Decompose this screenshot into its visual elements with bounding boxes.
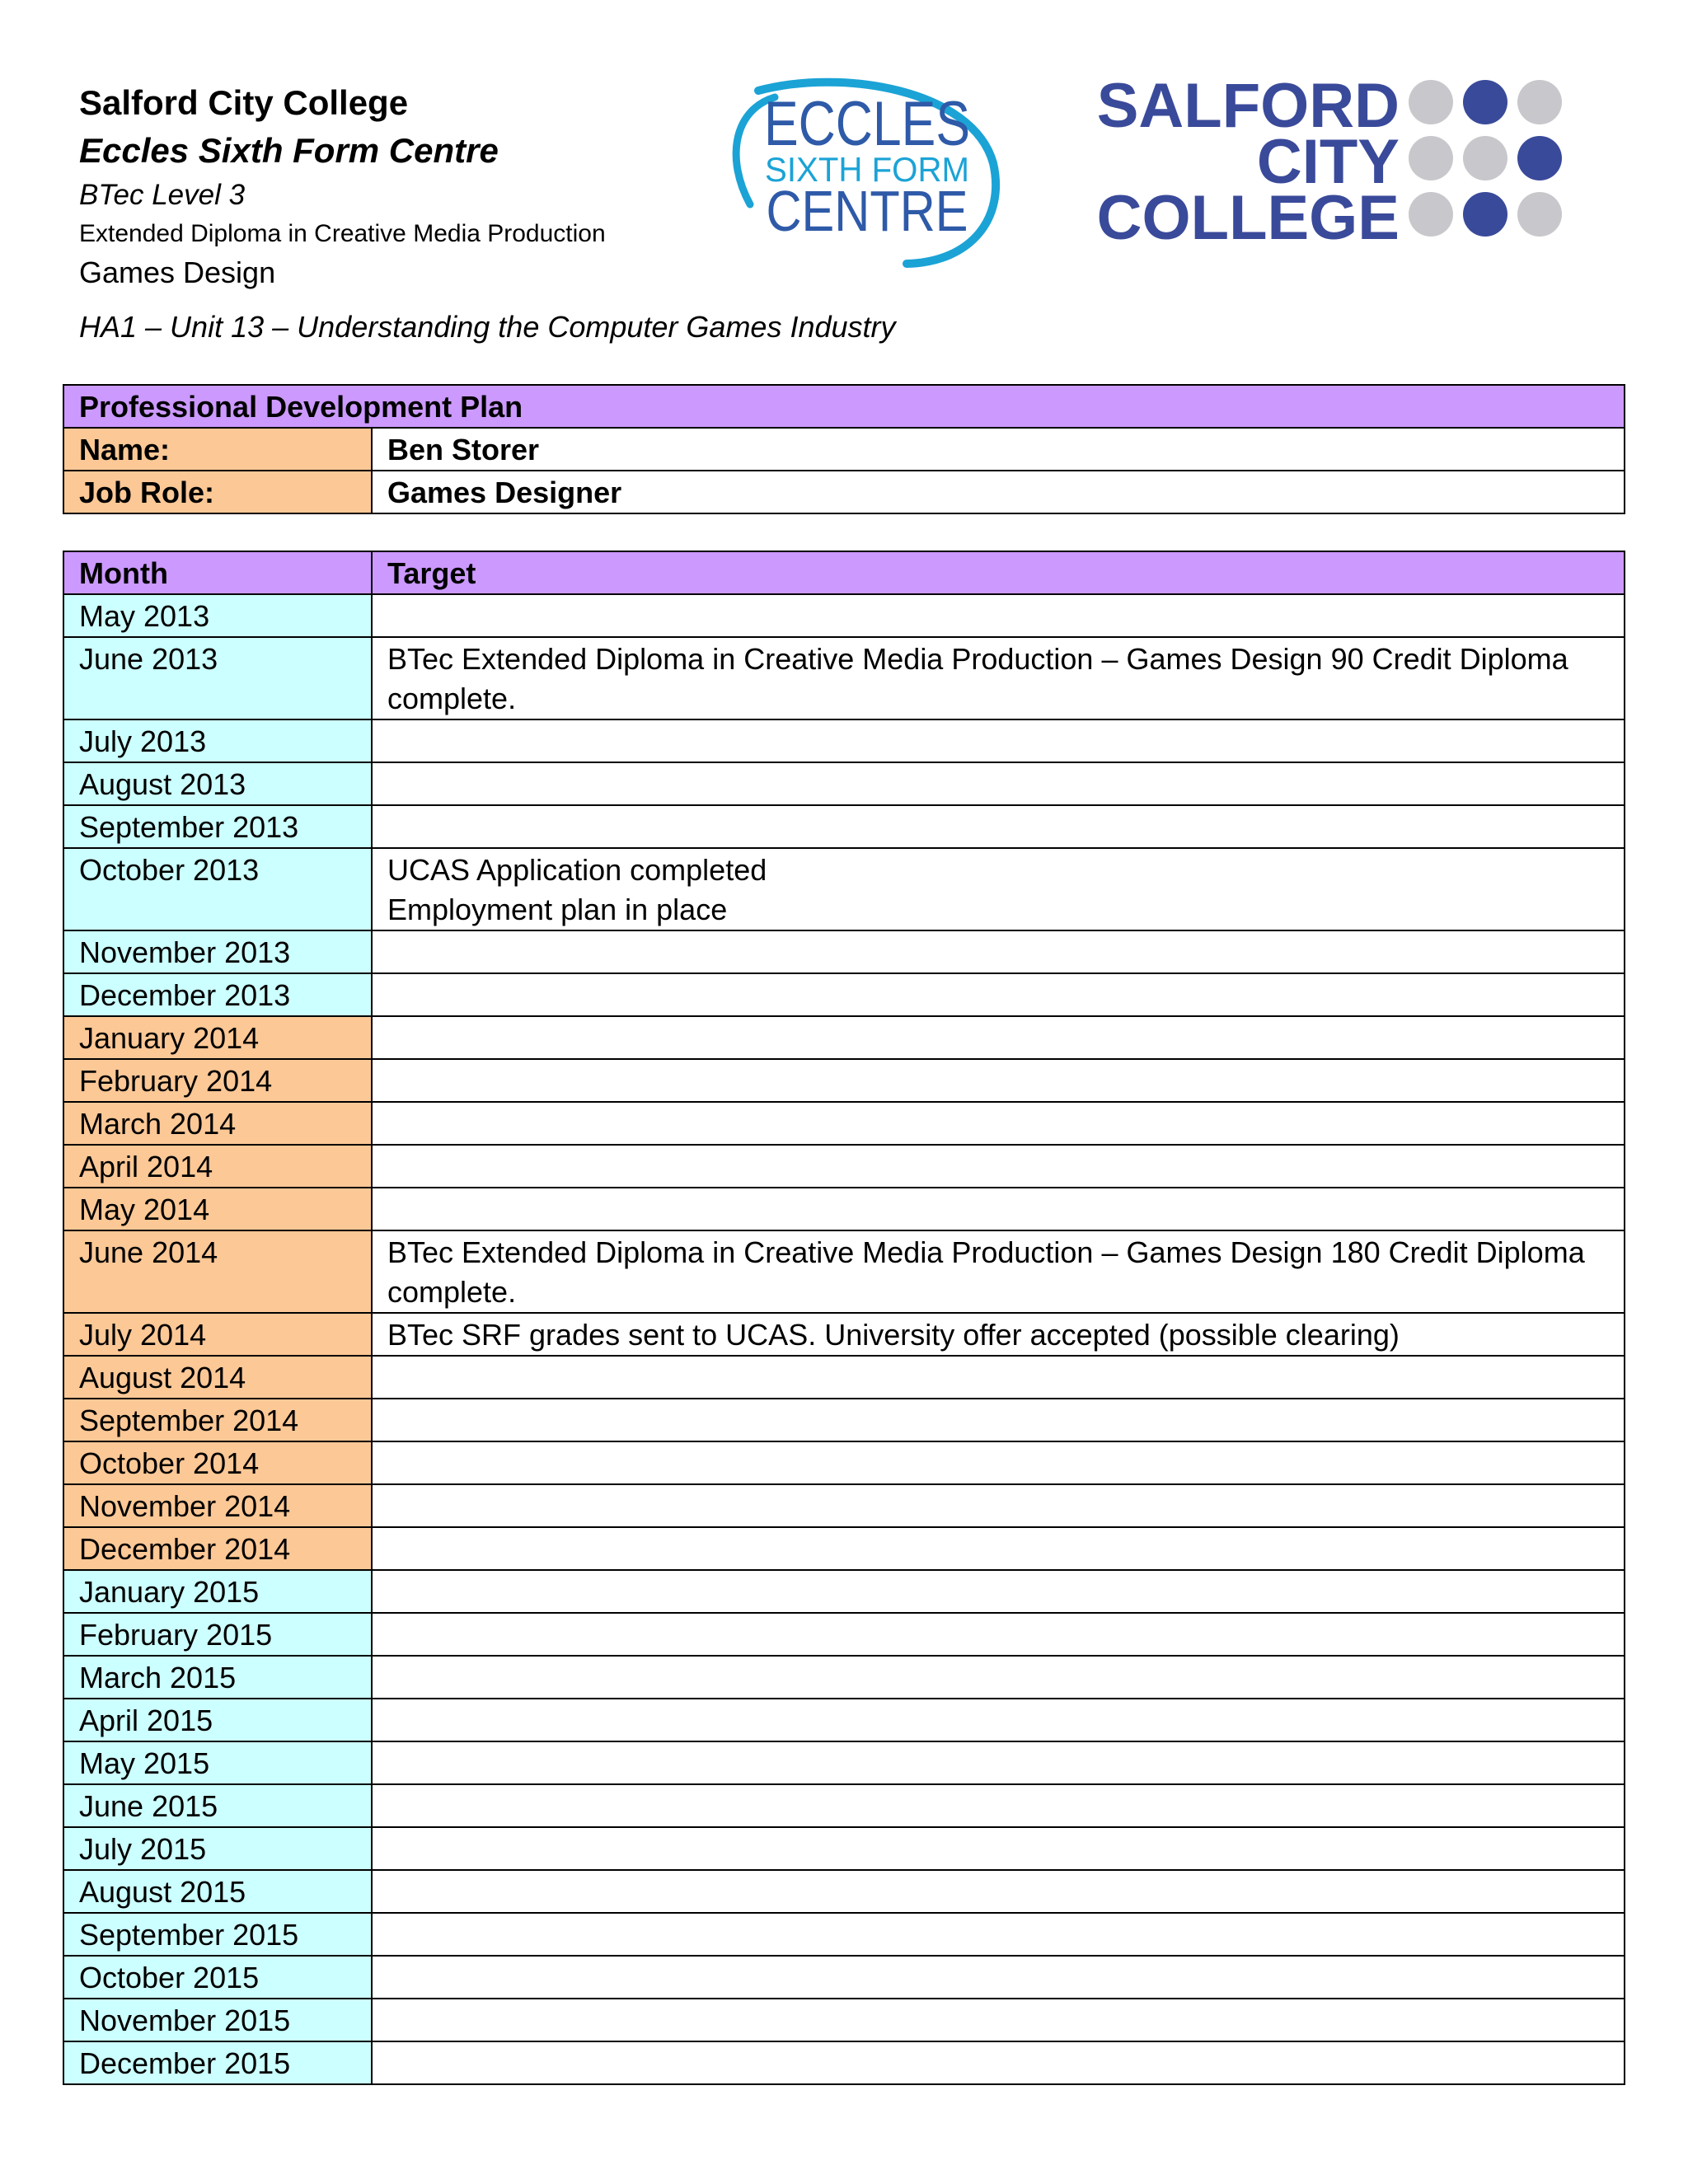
target-cell xyxy=(372,1699,1625,1741)
target-cell xyxy=(372,1399,1625,1441)
target-cell xyxy=(372,637,1625,719)
eccles-logo-line3: CENTRE xyxy=(766,179,968,243)
month-cell: December 2013 xyxy=(63,973,372,1016)
target-cell xyxy=(372,1956,1625,1999)
target-cell xyxy=(372,1230,1625,1313)
target-row xyxy=(63,848,1625,930)
month-cell: February 2015 xyxy=(63,1613,372,1656)
target-row xyxy=(63,1102,1625,1145)
target-row xyxy=(63,805,1625,848)
target-cell xyxy=(372,805,1625,848)
development-plan-info-table xyxy=(63,384,1625,514)
target-row xyxy=(63,719,1625,762)
month-cell: January 2014 xyxy=(63,1016,372,1059)
target-row xyxy=(63,762,1625,805)
target-cell xyxy=(372,1527,1625,1570)
job-role-label: Job Role: xyxy=(63,471,372,513)
target-cell xyxy=(372,973,1625,1016)
target-row xyxy=(63,1870,1625,1913)
month-cell: March 2015 xyxy=(63,1656,372,1699)
target-row xyxy=(63,1741,1625,1784)
target-cell xyxy=(372,1145,1625,1188)
centre-name: Eccles Sixth Form Centre xyxy=(79,131,499,170)
month-cell: August 2013 xyxy=(63,762,372,805)
target-row xyxy=(63,1999,1625,2041)
target-row xyxy=(63,1613,1625,1656)
month-cell: November 2013 xyxy=(63,930,372,973)
target-cell xyxy=(372,1484,1625,1527)
month-cell: October 2015 xyxy=(63,1956,372,1999)
month-cell: January 2015 xyxy=(63,1570,372,1613)
target-cell xyxy=(372,719,1625,762)
salford-logo-line2: CITY xyxy=(1256,127,1400,197)
target-row xyxy=(63,1699,1625,1741)
target-cell xyxy=(372,1656,1625,1699)
month-cell: May 2014 xyxy=(63,1188,372,1230)
target-row xyxy=(63,1188,1625,1230)
target-column-header: Target xyxy=(372,551,1625,594)
name-label: Name: xyxy=(63,428,372,471)
salford-logo-line3: COLLEGE xyxy=(1096,183,1400,253)
target-row xyxy=(63,1784,1625,1827)
target-row xyxy=(63,1570,1625,1613)
plan-title-row xyxy=(63,385,1625,428)
target-text: BTec Extended Diploma in Creative Media Production – Games Design 90 Credit Diploma complete. xyxy=(387,642,1568,715)
eccles-logo-line1: ECCLES xyxy=(764,89,970,159)
college-name: Salford City College xyxy=(79,83,409,122)
unit-title: HA1 – Unit 13 – Understanding the Computer Games Industry xyxy=(79,310,896,344)
month-cell: June 2013 xyxy=(63,637,372,719)
target-row xyxy=(63,1656,1625,1699)
month-cell: May 2015 xyxy=(63,1741,372,1784)
targets-header-row xyxy=(63,551,1625,594)
target-row xyxy=(63,1441,1625,1484)
targets-body xyxy=(63,594,1625,2084)
target-cell xyxy=(372,1784,1625,1827)
target-row xyxy=(63,594,1625,637)
target-row xyxy=(63,1527,1625,1570)
month-cell: October 2014 xyxy=(63,1441,372,1484)
month-cell: August 2014 xyxy=(63,1356,372,1399)
target-cell xyxy=(372,1827,1625,1870)
target-cell xyxy=(372,1313,1625,1356)
target-text: BTec SRF grades sent to UCAS. University offer accepted (possible clearing) xyxy=(387,1318,1400,1352)
target-cell xyxy=(372,848,1625,930)
month-cell: March 2014 xyxy=(63,1102,372,1145)
monthly-targets-table xyxy=(63,551,1625,2085)
month-cell: February 2014 xyxy=(63,1059,372,1102)
target-row xyxy=(63,1016,1625,1059)
target-row xyxy=(63,1399,1625,1441)
target-cell xyxy=(372,1870,1625,1913)
target-cell xyxy=(372,1570,1625,1613)
salford-city-college-logo xyxy=(1096,69,1566,253)
month-cell: November 2015 xyxy=(63,1999,372,2041)
qualification-level: BTec Level 3 xyxy=(79,179,246,211)
course-name: Games Design xyxy=(79,255,276,289)
target-cell xyxy=(372,1356,1625,1399)
target-text: UCAS Application completed xyxy=(387,853,767,887)
eccles-logo-line2: SIXTH FORM xyxy=(765,150,969,189)
month-cell: June 2014 xyxy=(63,1230,372,1313)
target-row xyxy=(63,1230,1625,1313)
month-cell: September 2013 xyxy=(63,805,372,848)
target-row xyxy=(63,1059,1625,1102)
month-cell: December 2015 xyxy=(63,2041,372,2084)
target-cell xyxy=(372,1741,1625,1784)
target-cell xyxy=(372,2041,1625,2084)
target-row xyxy=(63,1145,1625,1188)
target-cell xyxy=(372,1016,1625,1059)
target-cell xyxy=(372,1441,1625,1484)
month-cell: August 2015 xyxy=(63,1870,372,1913)
month-cell: October 2013 xyxy=(63,848,372,930)
target-row xyxy=(63,1356,1625,1399)
month-cell: June 2015 xyxy=(63,1784,372,1827)
target-row xyxy=(63,930,1625,973)
target-row xyxy=(63,973,1625,1016)
target-cell xyxy=(372,1188,1625,1230)
target-row xyxy=(63,1313,1625,1356)
target-cell xyxy=(372,594,1625,637)
plan-title: Professional Development Plan xyxy=(63,385,1625,428)
target-cell xyxy=(372,762,1625,805)
month-cell: April 2014 xyxy=(63,1145,372,1188)
target-cell xyxy=(372,1913,1625,1956)
month-cell: September 2015 xyxy=(63,1913,372,1956)
month-cell: July 2015 xyxy=(63,1827,372,1870)
month-cell: May 2013 xyxy=(63,594,372,637)
target-cell xyxy=(372,1059,1625,1102)
month-column-header: Month xyxy=(63,551,372,594)
target-row xyxy=(63,1827,1625,1870)
target-cell xyxy=(372,1613,1625,1656)
month-cell: September 2014 xyxy=(63,1399,372,1441)
qualification-name: Extended Diploma in Creative Media Production xyxy=(79,220,606,247)
target-row xyxy=(63,1956,1625,1999)
month-cell: April 2015 xyxy=(63,1699,372,1741)
target-row xyxy=(63,1484,1625,1527)
target-row xyxy=(63,1913,1625,1956)
job-role-row xyxy=(63,471,1625,513)
month-cell: December 2014 xyxy=(63,1527,372,1570)
name-value: Ben Storer xyxy=(372,428,1625,471)
month-cell: November 2014 xyxy=(63,1484,372,1527)
target-cell xyxy=(372,930,1625,973)
month-cell: July 2014 xyxy=(63,1313,372,1356)
eccles-sixth-form-logo xyxy=(725,73,1010,274)
target-row xyxy=(63,2041,1625,2084)
name-row xyxy=(63,428,1625,471)
job-role-value: Games Designer xyxy=(372,471,1625,513)
salford-logo-line1: SALFORD xyxy=(1096,71,1400,141)
salford-dots-icon xyxy=(1409,80,1562,237)
target-row xyxy=(63,637,1625,719)
target-text: BTec Extended Diploma in Creative Media Production – Games Design 180 Credit Diploma complete. xyxy=(387,1235,1585,1309)
target-cell xyxy=(372,1102,1625,1145)
target-text-line2: Employment plan in place xyxy=(387,893,728,926)
target-cell xyxy=(372,1999,1625,2041)
month-cell: July 2013 xyxy=(63,719,372,762)
